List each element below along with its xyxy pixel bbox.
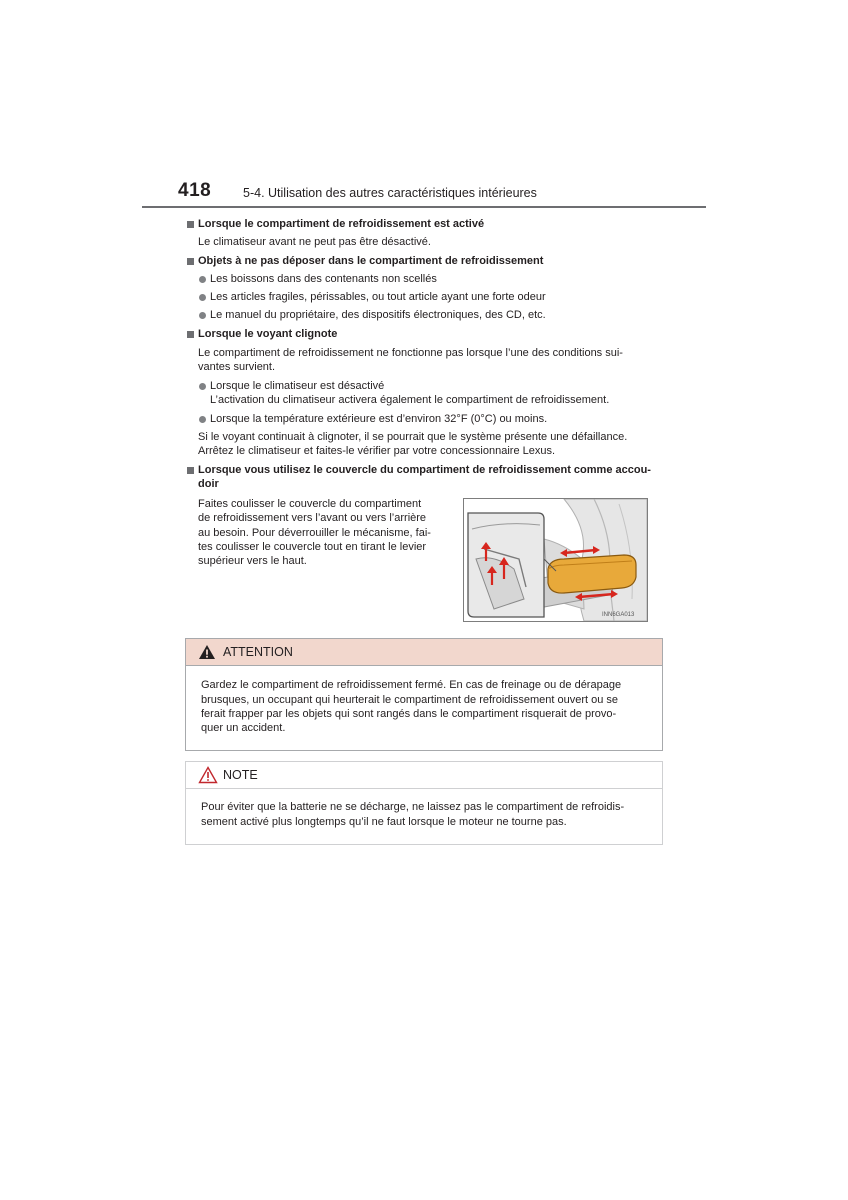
attention-box (185, 638, 663, 751)
attention-text-line: Gardez le compartiment de refroidissement fermé. En cas de freinage ou de dérapage (201, 679, 622, 691)
text-line: de refroidissement vers l’avant ou vers l’arrière (198, 512, 427, 524)
text-line: Si le voyant continuait à clignoter, il se pourrait que le système présente une défaillance. (198, 431, 628, 443)
list-item: Le manuel du propriétaire, des dispositifs électroniques, des CD, etc. (210, 309, 546, 321)
text-line: Arrêtez le climatiseur et faites-le vérifier par votre concessionnaire Lexus. (198, 445, 556, 457)
text-line: tes coulisser le couvercle tout en tirant le levier (198, 541, 427, 553)
page-number: 418 (178, 180, 212, 201)
figure-code: INN6GA013 (602, 612, 635, 618)
bullet-dot (199, 294, 206, 301)
list-item: Les boissons dans des contenants non scellés (210, 273, 437, 285)
text-line: Le compartiment de refroidissement ne fonctionne pas lorsque l’une des conditions sui- (198, 347, 623, 359)
armrest-lid (548, 555, 636, 593)
heading-armrest-cont: doir (198, 478, 219, 490)
heading-cooling-active: Lorsque le compartiment de refroidissement est activé (198, 218, 485, 230)
list-item-detail: L’activation du climatiseur activera également le compartiment de refroidissement. (210, 394, 610, 406)
armrest-drawing (464, 499, 647, 621)
note-label: NOTE (223, 768, 258, 782)
heading-objects: Objets à ne pas déposer dans le compartiment de refroidissement (198, 255, 544, 267)
text-line: Faites coulisser le couvercle du compartiment (198, 498, 422, 510)
heading-armrest: Lorsque vous utilisez le couvercle du compartiment de refroidissement comme accou- (198, 464, 651, 476)
note-header (186, 762, 662, 789)
attention-label: ATTENTION (223, 645, 293, 659)
note-box (185, 761, 663, 845)
list-item: Les articles fragiles, périssables, ou tout article ayant une forte odeur (210, 291, 546, 303)
bullet-dot (199, 312, 206, 319)
list-item: Lorsque le climatiseur est désactivé (210, 380, 385, 392)
text-line: supérieur vers le haut. (198, 555, 307, 567)
bullet-dot (199, 276, 206, 283)
bullet-dot (199, 416, 206, 423)
heading-indicator-blinks: Lorsque le voyant clignote (198, 328, 338, 340)
attention-text-line: quer un accident. (201, 722, 286, 734)
note-warning-icon (198, 766, 218, 784)
note-text-line: sement activé plus longtemps qu’il ne faut lorsque le moteur ne tourne pas. (201, 816, 567, 828)
text-cooling-active: Le climatiseur avant ne peut pas être désactivé. (198, 236, 431, 248)
bullet-square (187, 221, 194, 228)
header-rule (142, 206, 706, 208)
attention-text-line: ferait frapper par les objets qui sont rangés dans le compartiment risquerait de provo- (201, 708, 617, 720)
text-line: vantes survient. (198, 361, 276, 373)
note-text-line: Pour éviter que la batterie ne se décharge, ne laissez pas le compartiment de refroidis- (201, 801, 625, 813)
bullet-square (187, 467, 194, 474)
section-title: 5-4. Utilisation des autres caractéristiques intérieures (243, 186, 537, 200)
attention-header (186, 639, 662, 666)
bullet-dot (199, 383, 206, 390)
warning-triangle-icon (198, 644, 216, 660)
attention-text-line: brusques, un occupant qui heurterait le compartiment de refroidissement ouvert ou se (201, 694, 619, 706)
bullet-square (187, 258, 194, 265)
bullet-square (187, 331, 194, 338)
armrest-illustration (463, 498, 648, 622)
text-line: au besoin. Pour déverrouiller le mécanisme, fai- (198, 527, 431, 539)
list-item: Lorsque la température extérieure est d’environ 32°F (0°C) ou moins. (210, 413, 548, 425)
